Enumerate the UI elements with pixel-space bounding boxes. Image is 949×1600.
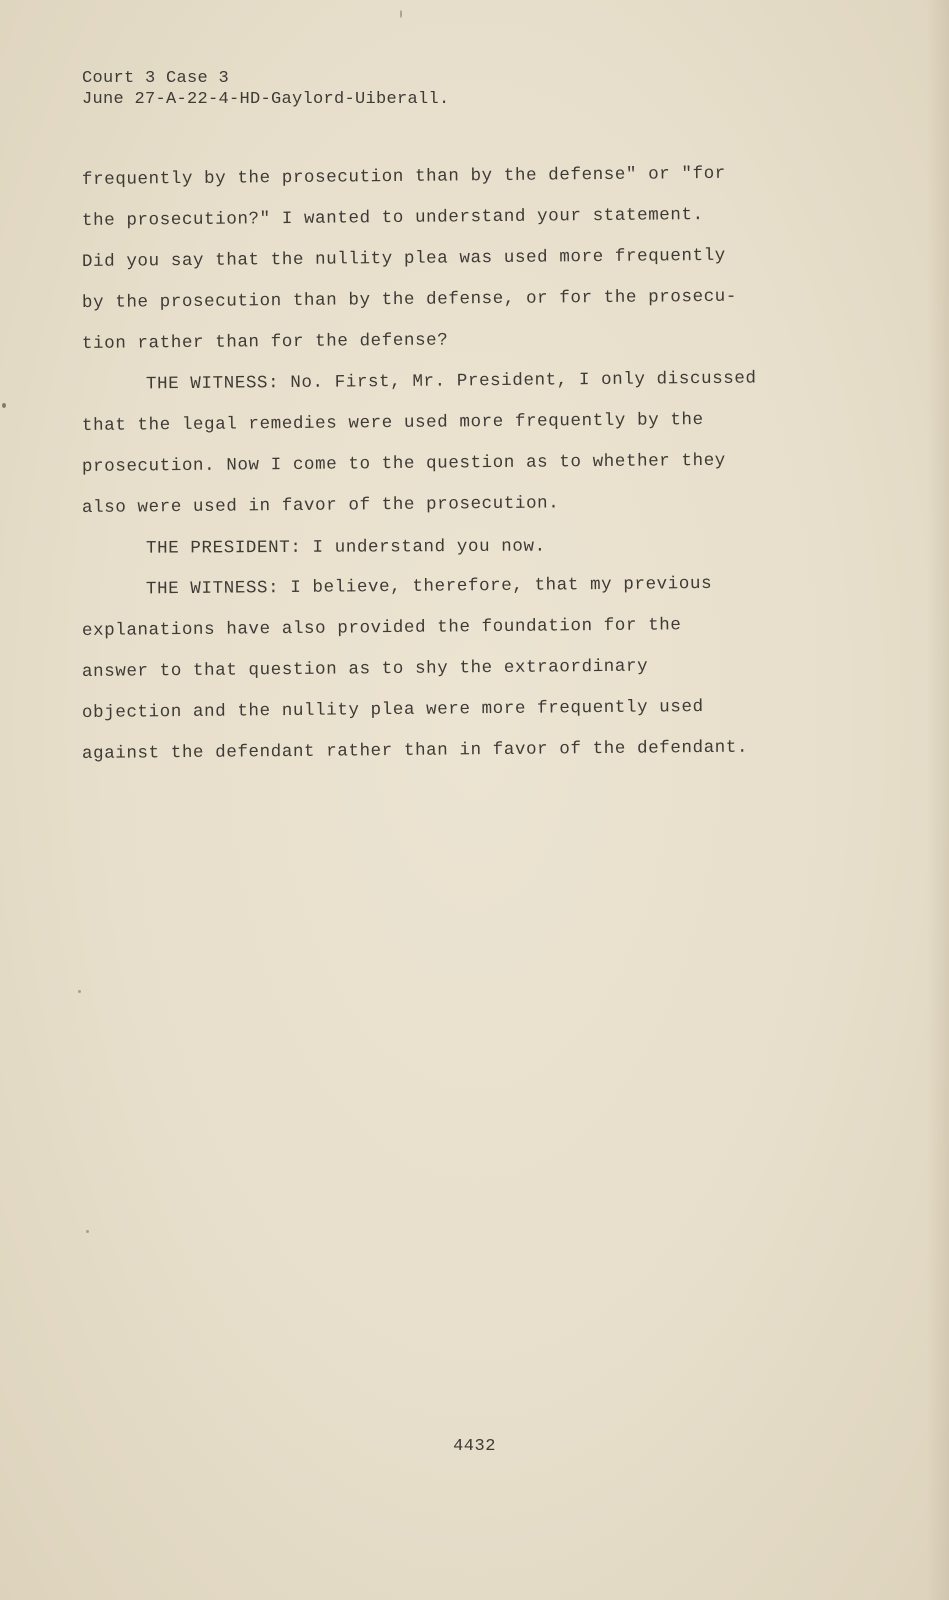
header-session-line: June 27-A-22-4-HD-Gaylord-Uiberall.	[82, 90, 450, 109]
transcript-line: the prosecution?" I wanted to understand your statement.	[81, 205, 704, 231]
transcript-line: THE WITNESS: No. First, Mr. President, I only discussed	[145, 368, 757, 395]
transcript-line: also were used in favor of the prosecution.	[81, 493, 560, 518]
transcript-line: frequently by the prosecution than by the defense" or "for	[81, 163, 726, 190]
transcript-line: objection and the nullity plea were more frequently used	[81, 697, 704, 723]
paper-speck	[400, 10, 402, 18]
header-court-case: Court 3 Case 3	[82, 69, 230, 88]
paper-speck	[86, 1230, 89, 1233]
paper-speck	[78, 990, 81, 993]
transcript-line: explanations have also provided the foundation for the	[81, 615, 682, 641]
document-header	[82, 68, 450, 110]
transcript-line: Did you say that the nullity plea was used more frequently	[81, 245, 726, 272]
transcript-line: answer to that question as to shy the extraordinary	[81, 656, 649, 682]
transcript-body	[82, 160, 872, 775]
transcript-line: by the prosecution than by the defense, or for the prosecu-	[81, 286, 738, 313]
transcript-line: against the defendant rather than in favor of the defendant.	[81, 737, 749, 764]
page-edge-shadow	[927, 0, 949, 1600]
transcript-line: THE WITNESS: I believe, therefore, that my previous	[145, 573, 713, 600]
transcript-line: tion rather than for the defense?	[81, 330, 449, 354]
transcript-line: that the legal remedies were used more frequently by the	[81, 410, 704, 436]
page-number: 4432	[453, 1437, 496, 1456]
transcript-line: prosecution. Now I come to the question as to whether they	[81, 450, 726, 477]
transcript-line: THE PRESIDENT: I understand you now.	[145, 536, 546, 559]
paper-speck	[2, 403, 6, 408]
